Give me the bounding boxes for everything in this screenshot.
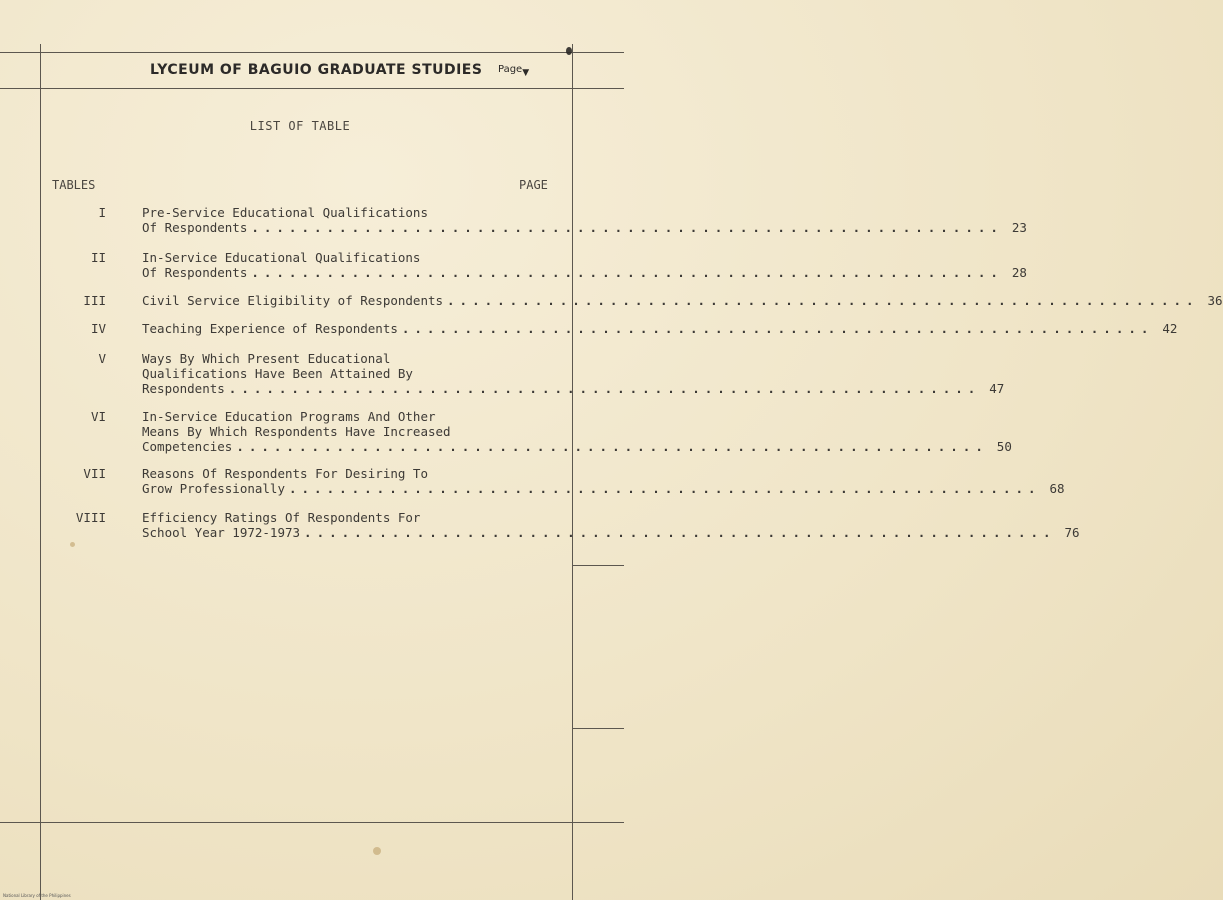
table-title-text: In-Service Education Programs And Other — [142, 409, 436, 424]
table-title-line — [142, 510, 552, 525]
table-title-text: Competencies — [142, 439, 233, 454]
table-title-text: Means By Which Respondents Have Increased — [142, 424, 451, 439]
page-label — [498, 64, 530, 78]
footer-line — [0, 822, 624, 823]
table-number: VI — [90, 409, 106, 424]
table-number: VIII — [75, 510, 106, 525]
page-number: 28 — [1011, 265, 1027, 280]
institution-header: LYCEUM OF BAGUIO GRADUATE STUDIES — [150, 62, 483, 78]
table-title-line — [142, 265, 1027, 280]
leader-dots: ............................................................ — [304, 525, 1056, 540]
table-title-line — [142, 205, 552, 220]
leader-dots: ............................................................ — [251, 220, 1003, 235]
table-number: VII — [83, 466, 106, 481]
header-top-line — [0, 52, 624, 53]
page-number: 76 — [1064, 525, 1080, 540]
right-rule-2 — [572, 728, 624, 729]
table-title — [142, 250, 1027, 280]
table-title-text: Ways By Which Present Educational — [142, 351, 391, 366]
table-number: II — [90, 250, 106, 265]
table-title-text: Respondents — [142, 381, 225, 396]
table-title — [142, 510, 1080, 540]
table-number: V — [98, 351, 106, 366]
table-title — [142, 293, 1223, 308]
table-title-text: Grow Professionally — [142, 481, 285, 496]
right-margin-line — [572, 44, 573, 900]
leader-dots: ............................................................ — [289, 481, 1041, 496]
table-number: III — [83, 293, 106, 308]
table-title-text: Civil Service Eligibility of Respondents — [142, 293, 444, 308]
table-title-text: School Year 1972-1973 — [142, 525, 301, 540]
page-title: LIST OF TABLE — [249, 119, 351, 133]
table-title-line — [142, 466, 552, 481]
table-title — [142, 205, 1027, 235]
table-title-line — [142, 439, 1012, 454]
table-title-line — [142, 424, 552, 439]
table-title-line — [142, 381, 1005, 396]
paper-stain — [70, 542, 75, 547]
table-title — [142, 321, 1178, 336]
leader-dots: ............................................................ — [447, 293, 1199, 308]
table-title-line — [142, 321, 1178, 336]
table-title-line — [142, 293, 1223, 308]
page-number: 50 — [996, 439, 1012, 454]
table-title — [142, 351, 1005, 396]
page-number: 42 — [1162, 321, 1178, 336]
table-title-line — [142, 250, 552, 265]
header-bottom-line — [0, 88, 624, 89]
page-number: 36 — [1207, 293, 1223, 308]
table-title-line — [142, 409, 552, 424]
table-title-text: Qualifications Have Been Attained By — [142, 366, 413, 381]
table-title-text: Teaching Experience of Respondents — [142, 321, 398, 336]
table-title-line — [142, 351, 552, 366]
table-number: I — [98, 205, 106, 220]
table-title-text: Reasons Of Respondents For Desiring To — [142, 466, 428, 481]
table-title — [142, 466, 1065, 496]
leader-dots: ............................................................ — [228, 381, 981, 396]
scan-source-footer: National Library of the Philippines — [3, 893, 71, 898]
paper-stain — [566, 47, 572, 55]
page-label-text: Page — [498, 64, 523, 75]
table-title-line — [142, 525, 1080, 540]
leader-dots: ............................................................ — [251, 265, 1003, 280]
page-column-header: PAGE — [519, 178, 548, 192]
table-title-text: Of Respondents — [142, 220, 248, 235]
table-title-text: In-Service Educational Qualifications — [142, 250, 421, 265]
table-title-text: Of Respondents — [142, 265, 248, 280]
tables-column-header: TABLES — [52, 178, 96, 192]
page-number: 23 — [1011, 220, 1027, 235]
left-margin-line — [40, 44, 41, 900]
page-marker-icon: ▼ — [522, 68, 530, 78]
table-title-text: Efficiency Ratings Of Respondents For — [142, 510, 421, 525]
table-title-line — [142, 481, 1065, 496]
page-number: 68 — [1049, 481, 1065, 496]
table-title-text: Pre-Service Educational Qualifications — [142, 205, 428, 220]
paper-stain — [373, 847, 381, 855]
leader-dots: ............................................................ — [236, 439, 988, 454]
table-title-line — [142, 220, 1027, 235]
leader-dots: ............................................................ — [401, 321, 1154, 336]
right-rule-1 — [572, 565, 624, 566]
page-number: 47 — [989, 381, 1005, 396]
table-title-line — [142, 366, 552, 381]
table-title — [142, 409, 1012, 454]
table-number: IV — [90, 321, 106, 336]
